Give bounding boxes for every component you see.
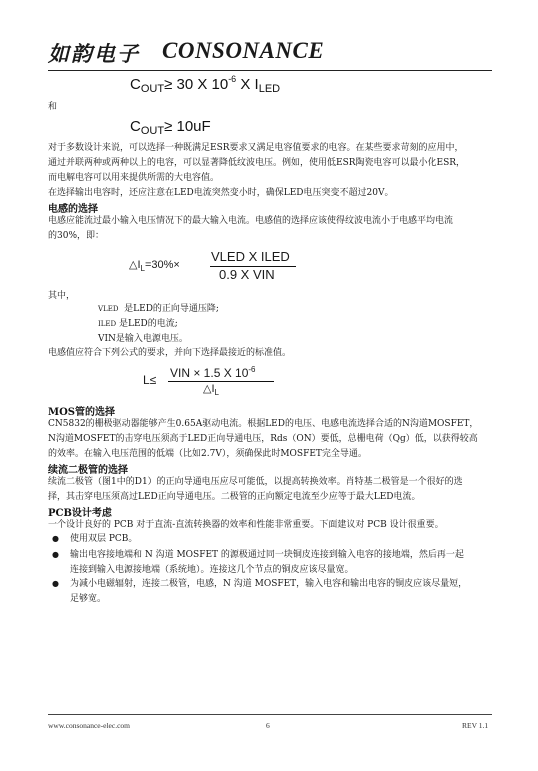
section-heading-pcb: PCB设计考虑 bbox=[48, 508, 112, 519]
formula-cout-10uf bbox=[130, 118, 211, 137]
mos-paragraph-line1: CN5832的栅极驱动器能够产生0.65A驱动电流。根据LED的电压、电感电流选择合适的N沟道MOSFET， bbox=[48, 419, 479, 429]
formula-cout-rel: ≥ 30 X 10 bbox=[164, 76, 229, 93]
formula-cout-tail-sub: LED bbox=[258, 83, 281, 95]
formula-inductance-num-text: VIN × 1.5 X 10 bbox=[170, 366, 249, 380]
bullet-icon: ● bbox=[52, 534, 59, 543]
cap-paragraph-line3: 而电解电容可以用来提供所需的大电容值。 bbox=[48, 173, 220, 183]
formula-cout-tail: X I bbox=[236, 76, 259, 93]
section-heading-inductor: 电感的选择 bbox=[48, 204, 98, 215]
formula-inductance-lhs: L≤ bbox=[143, 373, 157, 387]
pcb-paragraph-line1: 一个设计良好的 PCB 对于直流-直流转换器的效率和性能非常重要。下面建议对 PCB 设计很重要。 bbox=[48, 520, 444, 530]
header-rule bbox=[48, 70, 492, 71]
diode-paragraph-line2: 择，其击穿电压须高过LED正向导通电压。二极管的正向额定电流至少应等于最大LED电流。 bbox=[48, 492, 421, 502]
definition-vled-text: 是LED的正向导通压降; bbox=[124, 304, 219, 314]
formula-cout-min bbox=[130, 74, 280, 95]
formula-inductance-denominator bbox=[203, 382, 219, 397]
pcb-bullet-1: 使用双层 PCB。 bbox=[70, 534, 138, 544]
footer-page-number: 6 bbox=[266, 721, 270, 730]
definition-vled-symbol: VLED bbox=[98, 305, 119, 313]
bullet-icon: ● bbox=[52, 550, 59, 559]
bullet-icon: ● bbox=[52, 579, 59, 588]
formula-cout-exp: -6 bbox=[228, 74, 237, 84]
company-name-cn: 如韵电子 bbox=[48, 41, 140, 66]
definition-iled-text: 是LED的电流; bbox=[119, 319, 178, 329]
formula-cout-sub: OUT bbox=[140, 83, 165, 95]
formula-cout2-sub: OUT bbox=[140, 125, 165, 137]
inductor-paragraph-line3: 电感值应符合下列公式的要求，并向下选择最接近的标准值。 bbox=[48, 348, 292, 358]
inductor-paragraph-line1: 电感应能流过最小输入电压情况下的最大输入电流。电感值的选择应该使得纹波电流小于电感平均电流 bbox=[48, 216, 454, 226]
definition-iled-symbol: ILED bbox=[98, 320, 117, 328]
mos-paragraph-line2: N沟道MOSFET的击穿电压须高于LED正向导通电压，Rds（ON）要低，总栅电荷（Qg）低，以获得较高 bbox=[48, 434, 478, 444]
pcb-bullet-3-line1: 为减小电磁辐射，连接二极管，电感，N 沟道 MOSFET，输入电容和输出电容的铜皮应该尽量短， bbox=[70, 579, 468, 589]
formula-cout-base: C bbox=[130, 76, 141, 93]
definition-iled bbox=[98, 317, 178, 331]
diode-paragraph-line1: 续流二极管（图1中的D1）的正向导通电压应尽可能低，以提高转换效率。肖特基二极管是一个很好的选 bbox=[48, 477, 463, 487]
cap-paragraph-line2: 通过并联两种或两种以上的电容，可以显著降低纹波电压。例如，使用低ESR陶瓷电容可以最小化ESR， bbox=[48, 158, 466, 168]
definition-vled bbox=[98, 302, 219, 316]
formula-cout2-rel: ≥ 10uF bbox=[164, 118, 211, 135]
company-name-en: CONSONANCE bbox=[162, 38, 325, 63]
formula-ripple-numerator: VLED X ILED bbox=[211, 249, 290, 264]
pcb-bullet-3-line2: 足够宽。 bbox=[70, 594, 107, 604]
formula-ripple-lhs-text: △I bbox=[129, 259, 141, 271]
pcb-bullet-2-line2: 连接到输入电源接地端（系统地）。连接这几个节点的铜皮应该尽量宽。 bbox=[70, 565, 354, 575]
formula-cout2-base: C bbox=[130, 118, 141, 135]
section-heading-mos: MOS管的选择 bbox=[48, 407, 116, 418]
formula-ripple-lhs bbox=[129, 258, 180, 273]
cap-paragraph-line4: 在选择输出电容时，还应注意在LED电流突然变小时，确保LED电压突变不超过20V。 bbox=[48, 188, 394, 198]
formula-inductance-numerator bbox=[170, 365, 256, 380]
formula-ripple-denominator: 0.9 X VIN bbox=[219, 267, 275, 282]
where-label: 其中， bbox=[48, 291, 76, 301]
formula-ripple-lhs-sub: L bbox=[140, 264, 145, 274]
footer-url[interactable]: www.consonance-elec.com bbox=[48, 721, 130, 730]
formula-inductance-num-exp: -6 bbox=[248, 365, 256, 374]
formula-ripple-eq: =30%× bbox=[144, 259, 180, 271]
and-word: 和 bbox=[48, 102, 58, 112]
formula-inductance-fraction-bar bbox=[168, 381, 274, 382]
inductor-paragraph-line2: 的30%，即： bbox=[48, 231, 105, 241]
footer-rule bbox=[48, 714, 492, 715]
mos-paragraph-line3: 的效率。在输入电压范围的低端（比如2.7V），须确保此时MOSFET完全导通。 bbox=[48, 449, 367, 459]
definition-vin: VIN是输入电源电压。 bbox=[98, 334, 188, 344]
formula-inductance-den-text: △I bbox=[203, 383, 215, 395]
section-heading-diode: 续流二极管的选择 bbox=[48, 465, 128, 476]
footer-revision: REV 1.1 bbox=[462, 721, 489, 730]
formula-inductance-den-sub: L bbox=[214, 388, 219, 398]
pcb-bullet-2-line1: 输出电容接地端和 N 沟道 MOSFET 的源极通过同一块铜皮连接到输入电容的接地端，然后再一起 bbox=[70, 550, 464, 560]
cap-paragraph-line1: 对于多数设计来说，可以选择一种既满足ESR要求又满足电容值要求的电容。在某些要求苛刻的应用中， bbox=[48, 143, 464, 153]
